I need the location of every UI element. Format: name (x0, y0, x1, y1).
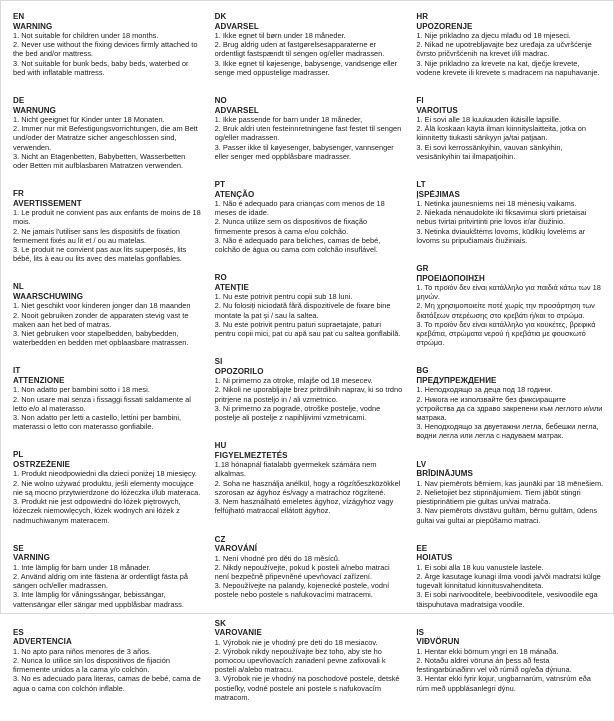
warning-item: 1. Inte lämplig för barn under 18 månader. (13, 562, 151, 572)
language-section-pl (13, 450, 202, 524)
warning-item: 2. Nu folosiți niciodată fără dispozitivele de fixare bine montate la pat și / sau la saltea. (214, 301, 391, 320)
warning-item: 2. Immer nur mit Befestigungsvorrichtungen, die am Bett und/oder der Matratze sicher angeschlossen sind, verwenden. (13, 124, 198, 152)
warning-item: 1. Není vhodné pro děti do 18 měsíců. (214, 553, 340, 563)
warning-item: 3. Nicht an Etagenbetten, Babybetten, Wasserbetten oder Betten mit aufblasbaren Matratzen verwenden. (13, 151, 186, 171)
warning-item: 2. Nooit gebruiken zonder de apparaten stevig vast te maken aan het bed of matras. (13, 310, 189, 329)
warning-heading: WARNING (13, 21, 53, 31)
warning-heading: OPOZORILO (214, 366, 264, 376)
warning-heading: WAARSCHUWING (13, 291, 84, 301)
warning-item: 2. Soha ne használja anélkül, hogy a rögzítőeszközökkel szorosan az ágyhoz és/vagy a matrachoz rögzítené. (214, 478, 401, 497)
language-section-de (13, 96, 202, 170)
warning-heading: ΠΡΟΕΙΔΟΠΟΙΗΣΗ (416, 273, 485, 283)
warning-item: 3. Výrobok nie je vhodný na poschodové postele, detské postieľky, vodné postele ani postele s nafukovacím matracom. (214, 674, 400, 702)
warning-item: 2. Ne jamais l'utiliser sans les dispositifs de fixation fermement fixés au lit et / ou au matelas. (13, 226, 180, 245)
language-section-dk (215, 12, 404, 77)
warning-item: 3. No es adecuado para literas, camas de bebé, cama de agua o cama con colchón inflable. (13, 674, 201, 693)
warning-item: 2. Non usare mai senza i fissaggi fissati saldamente al letto e/o al materasso. (13, 394, 191, 413)
warning-heading: VAROVANIE (214, 628, 262, 638)
language-code: FI (416, 96, 424, 106)
warning-item: 3. Nu este potrivit pentru paturi supraetajate, paturi pentru copii mici, pat cu apă sau pat cu saltea gonflabilă. (214, 319, 401, 339)
warning-item: 3. Nav piemērots divstāvu gultām, bērnu gultām, ūdens gultai vai gultai ar piepūšamo matraci. (416, 506, 598, 525)
warning-heading: FIGYELMEZTETÉS (214, 450, 288, 460)
warning-heading: VARNING (13, 553, 50, 563)
language-section-it (13, 366, 202, 431)
warning-item: 1. Nav piemērots bērniem, kas jaunāki par 18 mēnešiem. (416, 478, 604, 488)
warning-item: 2. Μη χρησιμοποιείτε ποτέ χωρίς την προσάρτηση των διατάξεων στερέωσης στο κρεβάτι ή/και το στρώμα. (416, 301, 595, 320)
warning-item: 2. Nunca lo utilice sin los dispositivos de fijación firmemente unidos a la cama y/o colchón. (13, 655, 170, 675)
warning-item: 3. Ni primerno za pograde, otroške postelje, vodne postelje ali postelje z napihljivimi vzmetnicami. (214, 403, 381, 423)
language-section-si (215, 357, 404, 422)
language-code: PT (214, 180, 226, 190)
warning-item: 1. Ni primerno za otroke, mlajše od 18 mesecev. (214, 376, 373, 386)
warning-item: 1. Não é adequado para crianças com menos de 18 meses de idade. (214, 199, 385, 218)
language-code: BG (416, 366, 429, 376)
language-code: NO (214, 96, 227, 106)
warning-column-1 (13, 12, 202, 721)
language-code: EE (416, 543, 428, 553)
warning-heading: ADVARSEL (214, 105, 259, 115)
warning-heading: ATTENZIONE (13, 375, 65, 385)
language-code: HR (416, 12, 429, 21)
language-code: IT (13, 366, 21, 376)
warning-item: 2. Nikad ne upotrebljavajte bez uređaja za učvršćenje čvrsto pričvršćenih na krevet i/ili madrac. (416, 40, 592, 59)
language-section-lt (416, 180, 605, 245)
warning-item: 1. Ikke egnet til børn under 18 måneder. (214, 31, 346, 40)
language-section-bg (416, 366, 605, 440)
warning-item: 1. Non adatto per bambini sotto i 18 mesi. (13, 385, 150, 395)
warning-item: 1. Το προϊόν δεν είναι κατάλληλο για παιδιά κάτω των 18 μηνών. (416, 283, 601, 302)
language-section-fi (416, 96, 605, 161)
warning-item: 1. Ei sovi alle 18 kuukauden ikäisille lapsille. (416, 115, 561, 125)
language-section-nl (13, 282, 202, 347)
warning-item: 2. Nikdy nepoužívejte, pokud k posteli a/nebo matraci není bezpečně připevněné upevňovací zařízení. (214, 562, 390, 581)
warning-item: 3. Niet gebruiken voor stapelbedden, babybedden, waterbedden en bedden met opblaasbare matrassen. (13, 329, 189, 348)
warning-item: 1. Неподходящо за деца под 18 години. (416, 385, 553, 395)
language-code: NL (13, 282, 24, 292)
warning-item: 1. Výrobok nie je vhodný pre deti do 18 mesiacov. (214, 637, 378, 647)
language-code: EN (13, 12, 25, 21)
warning-heading: ADVARSEL (214, 21, 259, 31)
warning-item: 2. Niekada nenaudokite iki fiksavimui skirti prietaisai nebus tvirtai pritvirtinti prie lovos ir/ar čiužinio. (416, 208, 587, 227)
warning-item: 3. Produkt nie jest odpowiedni do łóżek piętrowych, łóżeczek niemowlęcych, łóżek wodnych ani łóżek z nadmuchiwanym materacem. (13, 497, 181, 525)
warning-heading: BRĪDINĀJUMS (416, 469, 473, 479)
language-section-pt (215, 180, 404, 254)
language-section-es (13, 628, 202, 693)
language-section-is (416, 628, 605, 693)
warning-item: 3. Netinka dviaukštėms lovoms, kūdikių lovelėms ar lovoms su pripučiamais čiužiniais. (416, 226, 586, 245)
warning-item: 2. Ärge kasutage kunagi ilma voodi ja/või madratsi külge tugevalt kinnitatud kinnitusvahenditeta. (416, 571, 601, 591)
warning-column-3 (416, 12, 605, 721)
warning-item: 2. Nunca utilize sem os dispositivos de fixação firmemente presos à cama e/ou colchão. (214, 217, 368, 236)
language-code: LV (416, 459, 427, 469)
warning-heading: OSTRZEŻENIE (13, 459, 71, 469)
language-section-no (215, 96, 404, 161)
warning-item: 1. Le produit ne convient pas aux enfants de moins de 18 mois. (13, 208, 201, 227)
language-code: DE (13, 96, 25, 106)
warning-item: 1. Nicht geeignet für Kinder unter 18 Monaten. (13, 115, 165, 125)
language-section-se (13, 544, 202, 609)
warning-item: 2. Never use without the fixing devices firmly attached to the bed and/or mattress. (13, 40, 198, 59)
warning-item: 3. Não é adequado para beliches, camas de bebé, colchão de água ou cama com colchão insuflável. (214, 235, 381, 255)
language-code: ES (13, 627, 24, 637)
warning-item: 3. Nepoužívejte na palandy, kojenecké postele, vodní postele nebo postele s nafukovacími matracemi. (214, 581, 390, 600)
language-code: HU (214, 441, 227, 451)
warning-item: 2. Výrobok nikdy nepoužívajte bez toho, aby ste ho pomocou upevňovacích zariadení pevne zafixovali k posteli a/alebo matracu. (214, 646, 386, 675)
language-section-sk (215, 619, 404, 702)
warning-heading: ADVERTENCIA (13, 637, 72, 647)
warning-item: 3. Le produit ne convient pas aux lits superposés, lits bébé, lits à eau ou lits avec des matelas gonflables. (13, 245, 187, 264)
language-code: PL (13, 450, 24, 460)
language-code: DK (214, 12, 227, 21)
warning-heading: AVERTISSEMENT (13, 198, 82, 208)
warning-item: 1.18 hónapnál fiatalabb gyermekek számára nem alkalmas. (214, 460, 377, 479)
language-code: GR (416, 264, 429, 274)
warning-item: 1. Niet geschikt voor kinderen jonger dan 18 maanden (13, 301, 191, 311)
language-code: IS (416, 627, 425, 637)
warning-item: 2. Älä koskaan käytä ilman kiinnityslaitteita, jotka on kiinnitetty tiukasti sänkyyn ja/tai patjaan. (416, 124, 586, 143)
language-section-lv (416, 460, 605, 525)
warning-item: 2. Notaðu aldrei vöruna án þess að festa festingarbúnaðinn vel við rúmið og/eða dýnuna. (416, 655, 572, 675)
language-section-hr (416, 12, 605, 77)
language-code: FR (13, 189, 24, 199)
warning-item: 2. Nikoli ne uporabljajte brez pritrdilnih naprav, ki so trdno pritrjene na posteljo in / ali vzmetnico. (214, 385, 403, 404)
warning-item: 3. Nem használható emeletes ágyhoz, vízágyhoz vagy felfújható matraccal ellátott ágyhoz. (214, 497, 394, 516)
warning-heading: ПРЕДУПРЕЖДЕНИЕ (416, 375, 497, 385)
warning-heading: UPOZORENJE (416, 21, 473, 31)
language-code: RO (214, 273, 227, 283)
warning-item: 3. Το προϊόν δεν είναι κατάλληλο για κουκέτες, βρεφικά κρεβάτια, στρώματα νερού ή κρεβάτια με φουσκωτό στρώμα. (416, 319, 596, 348)
warning-heading: HOIATUS (416, 553, 453, 563)
language-code: SI (214, 357, 223, 367)
warning-item: 1. Nije prikladno za djecu mlađu od 18 mjeseci. (416, 31, 571, 40)
warning-heading: ĮSPĖJIMAS (416, 189, 460, 199)
warning-heading: ATENÇÃO (214, 189, 255, 199)
warning-column-2 (215, 12, 404, 721)
warning-heading: ATENȚIE (214, 282, 249, 292)
language-section-hu (215, 441, 404, 515)
warning-item: 3. Ei sobi narivooditele, beebivooditele, vesivoodile ega täispuhutava madratsiga voodile. (416, 590, 598, 609)
warning-heading: WARNUNG (13, 105, 56, 115)
warning-heading: VAROVÁNÍ (214, 544, 258, 553)
warning-item: 1. Netinka jaunesniems nei 18 mėnesių vaikams. (416, 199, 577, 209)
warning-item: 3. Неподходящо за двуетажни легла, бебешки легла, водни легла или легла с надуваем матрак. (416, 422, 599, 441)
language-section-en (13, 12, 202, 77)
warning-item: 3. Nije prikladno za krevete na kat, dječje krevete, vodene krevete ili krevete s madracem na napuhavanje. (416, 58, 600, 77)
warning-item: 2. Nie wolno używać produktu, jeśli elementy mocujące nie są mocno przytwierdzone do łóżeczka i/lub materaca. (13, 478, 201, 497)
warning-item: 1. Nu este potrivit pentru copii sub 18 luni. (214, 292, 353, 302)
warning-item: 3. Hentar ekki fyrir kojur, ungbarnarúm, vatnsrúm eða rúm með uppblásanlegri dýnu. (416, 674, 591, 693)
language-section-ee (416, 544, 605, 609)
warning-item: 3. Non adatto per letti a castello, lettini per bambini, materassi o letto con materasso gonfiabile. (13, 413, 182, 432)
warning-item: 1. Ikke passende for barn under 18 måneder, (214, 115, 363, 125)
warning-item: 2. Brug aldrig uden at fastgørelsesapparaterne er ordentligt fastspændt til sengen og/eller madrassen. (214, 40, 385, 59)
warning-item: 2. Nelietojiet bez stiprinājumiem. Tiem jābūt stingri piestiprinātiem pie gultas un/vai matrača. (416, 487, 581, 507)
language-code: SE (13, 543, 24, 553)
language-section-gr (416, 264, 605, 347)
warning-item: 3. Inte lämplig för våningssängar, bebissängar, vattensängar eller sängar med uppblåsbar madrass. (13, 590, 184, 609)
warning-item: 3. Passer ikke til køyesenger, babysenger, vannsenger eller senger med oppblåsbare madrasser. (214, 142, 394, 161)
language-code: LT (416, 180, 426, 190)
warning-item: 1. Ei sobi alla 18 kuu vanustele lastele. (416, 562, 544, 572)
language-code: SK (214, 618, 226, 628)
language-section-ro (215, 273, 404, 338)
warning-item: 1. Hentar ekki börnum yngri en 18 mánaða. (416, 646, 559, 656)
warning-item: 3. Ikke egnet til køjesenge, babysenge, vandsenge eller senge med oppustelige madrasser. (214, 58, 398, 77)
warning-item: 2. Använd aldrig om inte fästena är ordentligt fästa på sängen och/eller madrassen. (13, 571, 189, 591)
warning-item: 1. Produkt nieodpowiedni dla dzieci poniżej 18 miesięcy. (13, 469, 197, 479)
warning-item: 1. No apto para niños menores de 3 años. (13, 646, 152, 656)
warning-heading: VIÐVÖRUN (416, 637, 460, 647)
warning-item: 2. Bruk aldri uten festeinnretningene fast festet til sengen og/eller madrassen. (214, 124, 402, 143)
warning-item: 3. Ei sovi kerrossänkyihin, vauvan sänkyihin, vesisänkyihin tai ilmapatjoihin. (416, 142, 563, 161)
language-section-fr (13, 189, 202, 263)
warning-item: 3. Not suitable for bunk beds, baby beds, waterbed or bed with inflatable mattress. (13, 58, 189, 77)
warning-heading: VAROITUS (416, 105, 458, 115)
warning-item: 1. Not suitable for children under 18 months. (13, 31, 159, 40)
language-code: CZ (214, 534, 226, 544)
language-section-cz (215, 535, 404, 600)
warning-item: 2. Никога не използвайте без фиксиращите устройства да са здраво закрепени към леглото и/или матрака. (416, 394, 603, 423)
